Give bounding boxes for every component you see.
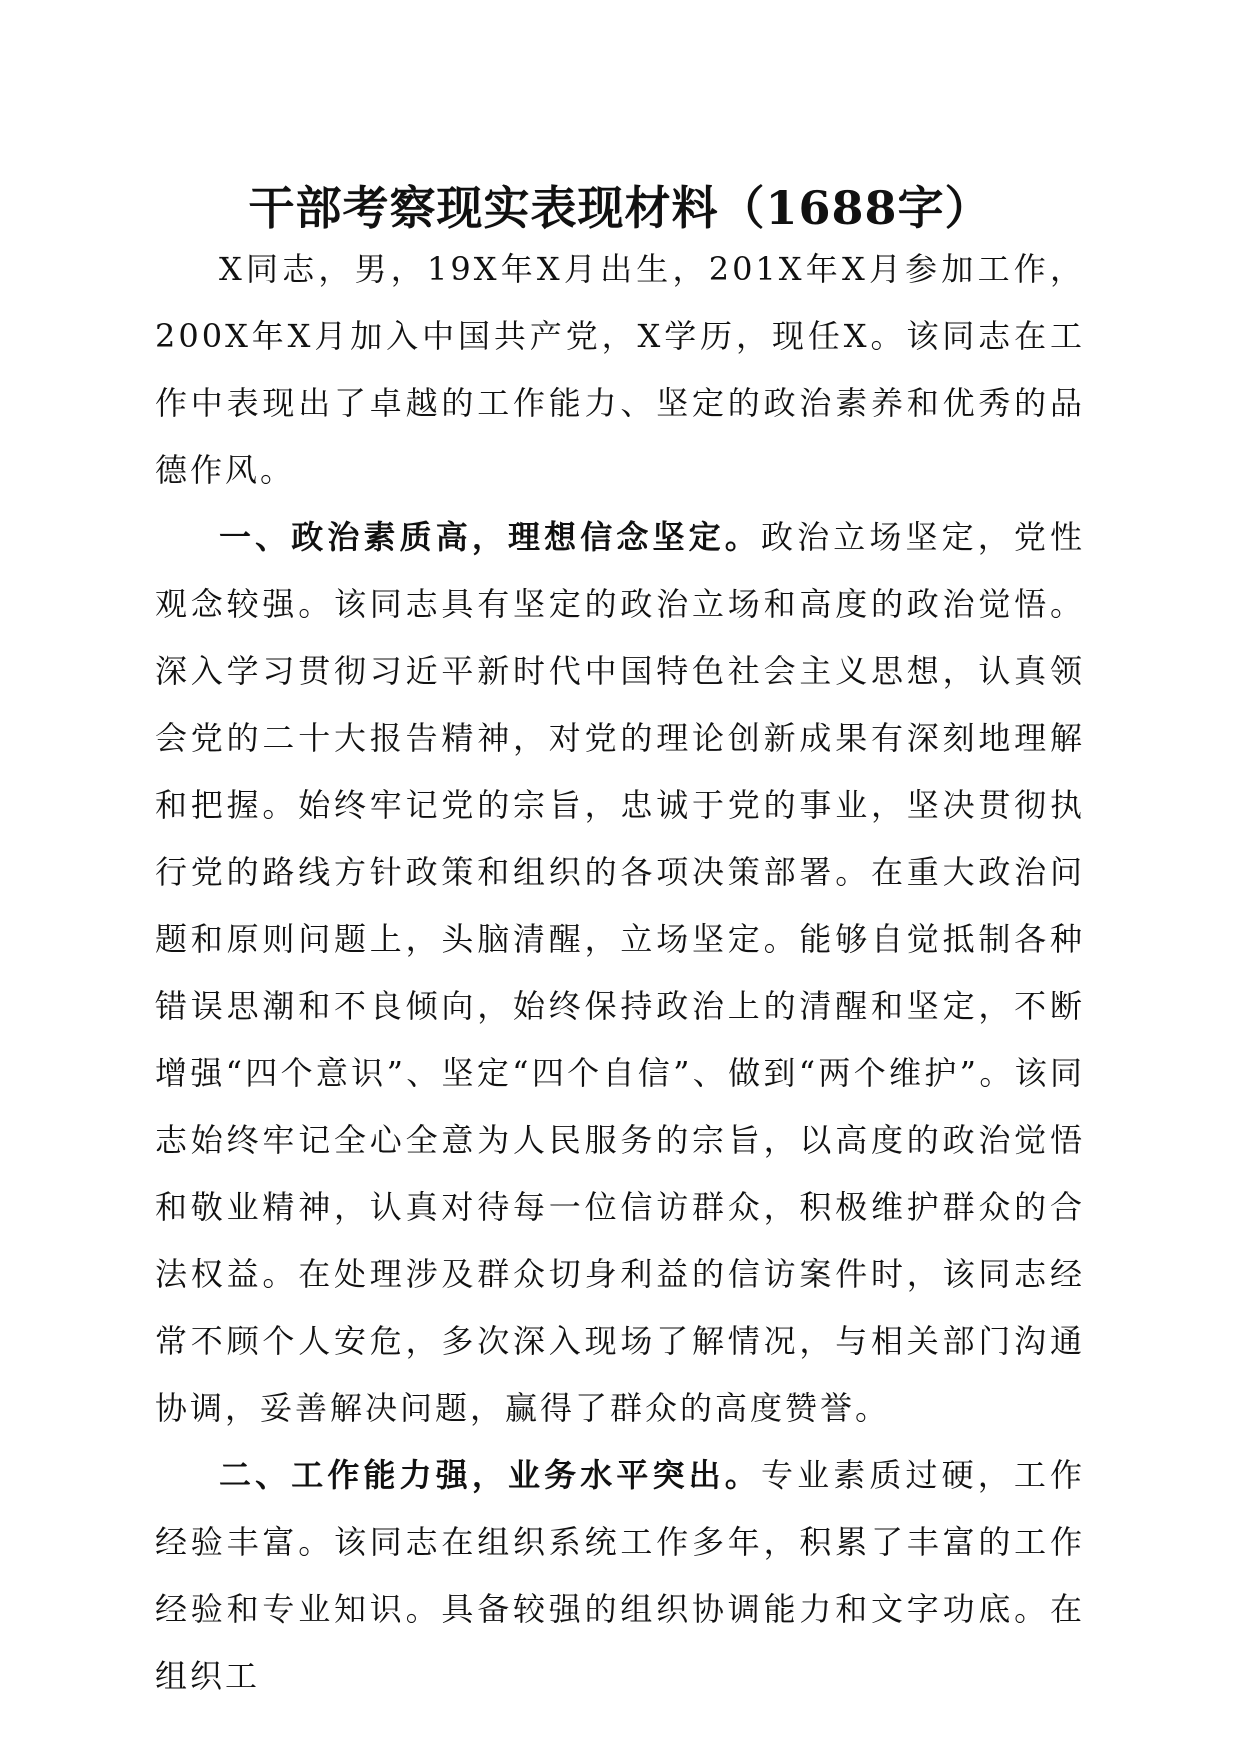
section-heading-political-quality: 一、政治素质高，理想信念坚定。 [219,518,761,556]
paragraph-work-ability-text: 专业素质过硬，工作经验丰富。该同志在组织系统工作多年，积累了丰富的工作经验和专业知识。具备较强的组织协调能力和文字功底。在组织工 [155,1456,1085,1695]
paragraph-intro [155,236,1085,504]
document-body [155,236,1085,1710]
paragraph-political-quality [155,504,1085,1442]
paragraph-intro-text: X同志，男，19X年X月出生，201X年X月参加工作，200X年X月加入中国共产党，X学历，现任X。该同志在工作中表现出了卓越的工作能力、坚定的政治素养和优秀的品德作风。 [155,250,1085,489]
section-heading-work-ability: 二、工作能力强，业务水平突出。 [219,1456,761,1494]
document-title: 干部考察现实表现材料（1688字） [248,181,992,235]
paragraph-political-quality-text: 政治立场坚定，党性观念较强。该同志具有坚定的政治立场和高度的政治觉悟。深入学习贯彻习近平新时代中国特色社会主义思想，认真领会党的二十大报告精神，对党的理论创新成果有深刻地理解和把握。始终牢记党的宗旨，忠诚于党的事业，坚决贯彻执行党的路线方针政策和组织的各项决策部署。在重大政治问题和原则问题上，头脑清醒，立场坚定。能够自觉抵制各种错误思潮和不良倾向，始终保持政治上的清醒和坚定，不断增强“四个意识”、坚定“四个自信”、做到“两个维护”。该同志始终牢记全心全意为人民服务的宗旨，以高度的政治觉悟和敬业精神，认真对待每一位信访群众，积极维护群众的合法权益。在处理涉及群众切身利益的信访案件时，该同志经常不顾个人安危，多次深入现场了解情况，与相关部门沟通协调，妥善解决问题，赢得了群众的高度赞誉。 [155,518,1085,1427]
paragraph-work-ability [155,1442,1085,1710]
